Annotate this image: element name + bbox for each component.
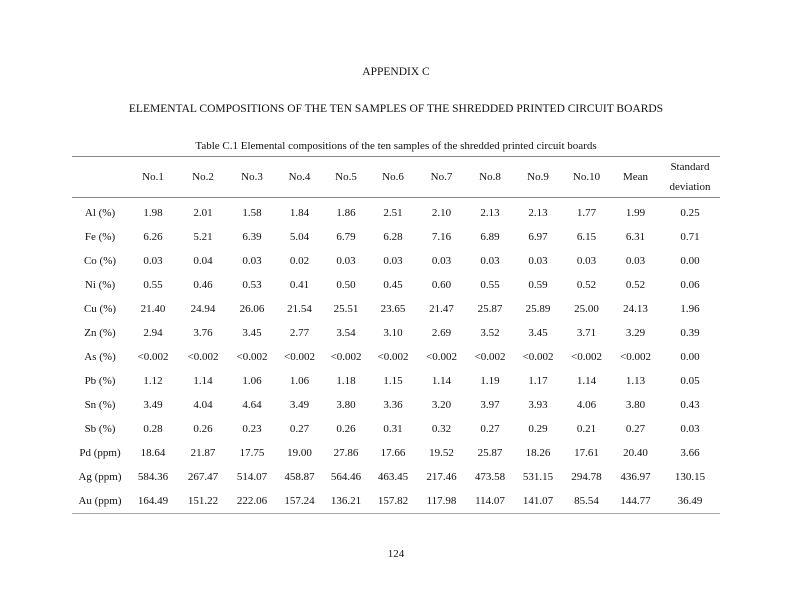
table-cell: 0.21	[576, 423, 597, 435]
table-cell: 1.77	[576, 207, 597, 219]
table-cell: 141.07	[522, 495, 554, 507]
table-cell: 564.46	[330, 471, 362, 483]
row-label: As (%)	[84, 351, 116, 363]
table-cell: 584.36	[137, 471, 169, 483]
table-cell: 0.03	[528, 255, 548, 267]
table-cell: 2.13	[528, 207, 548, 219]
table-cell: 0.52	[625, 279, 646, 291]
table-cell: 3.66	[680, 447, 700, 459]
table-row	[72, 198, 720, 226]
table-cell: 1.14	[431, 375, 452, 387]
table-cell: 1.17	[528, 375, 548, 387]
table-cell: <0.002	[474, 351, 506, 363]
table-row	[72, 297, 720, 321]
table-cell: 4.06	[576, 399, 597, 411]
table-cell: 3.80	[625, 399, 646, 411]
table-cell: 0.03	[143, 255, 163, 267]
table-cell: <0.002	[426, 351, 457, 363]
header-empty	[72, 157, 128, 198]
row-label: Cu (%)	[83, 303, 117, 315]
table-cell: <0.002	[236, 351, 268, 363]
table-cell: 21.47	[429, 303, 454, 315]
table-cell: 85.54	[574, 495, 599, 507]
table-cell: 157.24	[284, 495, 315, 507]
row-label: Zn (%)	[84, 327, 116, 339]
table-cell: 25.51	[333, 303, 359, 315]
table-cell: 3.20	[431, 399, 452, 411]
table-cell: 130.15	[674, 471, 706, 483]
section-heading: ELEMENTAL COMPOSITIONS OF THE TEN SAMPLES OF THE SHREDDED PRINTED CIRCUIT BOARDS	[128, 103, 664, 115]
table-cell: 164.49	[137, 495, 169, 507]
table-cell: 26.06	[239, 303, 265, 315]
table-row	[72, 249, 720, 273]
table-cell: 3.10	[383, 327, 403, 339]
table-cell: 3.29	[625, 327, 646, 339]
elemental-composition-table	[72, 156, 720, 514]
table-cell: 24.13	[623, 303, 648, 315]
table-cell: 294.78	[571, 471, 602, 483]
table-cell: 21.87	[190, 447, 216, 459]
table-cell: 4.64	[242, 399, 262, 411]
table-cell: 2.69	[431, 327, 452, 339]
table-cell: 17.75	[239, 447, 265, 459]
table-cell: <0.002	[377, 351, 409, 363]
column-header: No.1	[142, 171, 164, 183]
table-cell: 0.39	[680, 327, 700, 339]
column-header: No.2	[192, 171, 214, 183]
table-cell: 25.89	[525, 303, 551, 315]
table-cell: 0.26	[193, 423, 213, 435]
table-cell: 25.87	[477, 303, 503, 315]
table-cell: 6.39	[242, 231, 262, 243]
table-cell: 0.55	[143, 279, 163, 291]
table-cell: 4.04	[193, 399, 213, 411]
table-cell: <0.002	[187, 351, 219, 363]
row-label: Sn (%)	[84, 399, 116, 411]
table-cell: 0.41	[289, 279, 310, 291]
table-cell: 3.49	[289, 399, 310, 411]
table-cell: 5.04	[289, 231, 310, 243]
table-cell: 531.15	[522, 471, 554, 483]
table-cell: 25.87	[477, 447, 503, 459]
table-cell: 27.86	[333, 447, 359, 459]
table-cell: 0.00	[680, 255, 700, 267]
column-header: No.3	[241, 171, 263, 183]
table-cell: 1.98	[143, 207, 163, 219]
table-cell: 1.86	[336, 207, 356, 219]
table-cell: 17.61	[574, 447, 599, 459]
row-label: Co (%)	[83, 255, 117, 267]
table-cell: 0.28	[143, 423, 163, 435]
table-cell: 19.52	[429, 447, 454, 459]
table-cell: 0.05	[680, 375, 700, 387]
table-cell: 6.89	[480, 231, 500, 243]
table-cell: 1.13	[625, 375, 646, 387]
table-cell: 267.47	[187, 471, 219, 483]
column-header: No.5	[335, 171, 357, 183]
table-cell: 6.15	[576, 231, 597, 243]
table-header-row	[72, 157, 720, 198]
table-cell: 0.03	[336, 255, 356, 267]
table-cell: 0.32	[431, 423, 452, 435]
table-cell: 514.07	[236, 471, 268, 483]
row-label: Pb (%)	[84, 375, 116, 387]
table-cell: 0.03	[625, 255, 646, 267]
table-cell: 136.21	[330, 495, 362, 507]
table-cell: 3.93	[528, 399, 548, 411]
table-cell: 1.18	[336, 375, 356, 387]
table-row	[72, 369, 720, 393]
table-cell: 2.10	[431, 207, 452, 219]
page-number: 124	[387, 548, 405, 560]
table-cell: 1.06	[289, 375, 310, 387]
table-cell: 24.94	[190, 303, 216, 315]
table-cell: 0.02	[289, 255, 310, 267]
table-cell: 2.94	[143, 327, 163, 339]
table-cell: 1.15	[383, 375, 403, 387]
table-cell: 2.51	[383, 207, 403, 219]
table-cell: <0.002	[571, 351, 602, 363]
table-cell: 1.12	[143, 375, 163, 387]
table-cell: 0.60	[431, 279, 452, 291]
table-cell: 144.77	[620, 495, 651, 507]
table-row	[72, 393, 720, 417]
table-row	[72, 441, 720, 465]
row-label: Sb (%)	[84, 423, 116, 435]
table-cell: 473.58	[474, 471, 506, 483]
table-cell: 0.06	[680, 279, 700, 291]
table-cell: 1.14	[193, 375, 213, 387]
table-cell: 1.58	[242, 207, 262, 219]
column-header: No.4	[288, 171, 311, 183]
table-cell: 1.96	[680, 303, 700, 315]
table-cell: 7.16	[431, 231, 452, 243]
table-cell: 0.53	[242, 279, 262, 291]
table-cell: 3.49	[143, 399, 163, 411]
table-cell: 114.07	[475, 495, 505, 507]
table-cell: 0.03	[242, 255, 262, 267]
table-cell: 2.77	[289, 327, 310, 339]
table-cell: 6.97	[528, 231, 548, 243]
table-cell: 2.13	[480, 207, 500, 219]
table-cell: <0.002	[522, 351, 554, 363]
table-cell: 0.03	[680, 423, 700, 435]
table-cell: 3.71	[576, 327, 597, 339]
table-row	[72, 345, 720, 369]
table-cell: 0.04	[193, 255, 213, 267]
table-cell: 0.23	[242, 423, 262, 435]
row-label: Au (ppm)	[78, 495, 122, 507]
table-cell: 5.21	[193, 231, 213, 243]
table-cell: 19.00	[287, 447, 312, 459]
table-cell: 23.65	[380, 303, 406, 315]
table-row	[72, 321, 720, 345]
table-cell: 0.46	[193, 279, 213, 291]
table-cell: 3.76	[193, 327, 213, 339]
table-cell: 17.66	[380, 447, 406, 459]
table-cell: 217.46	[426, 471, 457, 483]
table-cell: 151.22	[187, 495, 219, 507]
table-cell: 18.64	[140, 447, 166, 459]
table-cell: 0.26	[336, 423, 356, 435]
table-cell: 0.50	[336, 279, 356, 291]
table-cell: 1.19	[480, 375, 500, 387]
table-cell: 21.54	[287, 303, 312, 315]
table-cell: 0.31	[383, 423, 403, 435]
table-row	[72, 273, 720, 297]
row-label: Pd (ppm)	[79, 447, 121, 459]
table-row	[72, 465, 720, 489]
table-cell: 6.28	[383, 231, 403, 243]
table-cell: 463.45	[377, 471, 409, 483]
table-cell: 3.36	[383, 399, 403, 411]
table-cell: 0.03	[576, 255, 597, 267]
row-label: Fe (%)	[84, 231, 116, 243]
table-cell: 0.03	[383, 255, 403, 267]
table-cell: 0.03	[431, 255, 452, 267]
column-header: No.8	[479, 171, 501, 183]
table-cell: 157.82	[377, 495, 409, 507]
table-cell: 0.55	[480, 279, 500, 291]
table-row	[72, 225, 720, 249]
table-cell: 3.45	[528, 327, 548, 339]
table-cell: 0.52	[576, 279, 597, 291]
table-cell: 18.26	[525, 447, 551, 459]
table-cell: 0.71	[680, 231, 700, 243]
table-cell: 0.27	[289, 423, 310, 435]
table-cell: <0.002	[137, 351, 169, 363]
table-cell: 1.14	[576, 375, 597, 387]
table-cell: <0.002	[284, 351, 315, 363]
table-cell: 222.06	[236, 495, 268, 507]
column-header: No.6	[382, 171, 404, 183]
table-cell: 25.00	[574, 303, 599, 315]
column-header: No.10	[572, 171, 601, 183]
table-cell: 3.52	[480, 327, 500, 339]
table-cell: 2.01	[193, 207, 213, 219]
table-cell: 36.49	[677, 495, 703, 507]
table-row	[72, 489, 720, 514]
table-cell: 1.84	[289, 207, 310, 219]
table-cell: 21.40	[140, 303, 166, 315]
table-cell: 0.27	[480, 423, 500, 435]
table-cell: 458.87	[284, 471, 315, 483]
table-row	[72, 417, 720, 441]
table-cell: 6.31	[625, 231, 646, 243]
table-cell: 20.40	[623, 447, 648, 459]
table-cell: 0.43	[680, 399, 700, 411]
table-cell: 6.26	[143, 231, 163, 243]
table-cell: 3.80	[336, 399, 356, 411]
column-header: No.9	[527, 171, 549, 183]
table-cell: 6.79	[336, 231, 356, 243]
table-cell: 3.45	[242, 327, 262, 339]
column-header: No.7	[430, 171, 453, 183]
row-label: Ni (%)	[84, 279, 116, 291]
table-cell: 0.59	[528, 279, 548, 291]
row-label: Al (%)	[84, 207, 116, 219]
appendix-title: APPENDIX C	[362, 66, 430, 78]
table-cell: <0.002	[330, 351, 362, 363]
table-cell: 0.03	[480, 255, 500, 267]
table-cell: 1.06	[242, 375, 262, 387]
table-cell: 117.98	[426, 495, 457, 507]
table-caption: Table C.1 Elemental compositions of the ten samples of the shredded printed circuit boards	[195, 140, 597, 152]
table-cell: <0.002	[620, 351, 651, 363]
column-header: Mean	[622, 171, 649, 183]
table-cell: 0.00	[680, 351, 700, 363]
table-cell: 3.97	[480, 399, 500, 411]
table-cell: 0.45	[383, 279, 403, 291]
table-cell: 3.54	[336, 327, 356, 339]
column-header: Standard deviation	[669, 161, 711, 193]
table-cell: 1.99	[625, 207, 646, 219]
table-cell: 0.25	[680, 207, 700, 219]
row-label: Ag (ppm)	[78, 471, 122, 483]
table-cell: 0.29	[528, 423, 548, 435]
table-cell: 0.27	[625, 423, 646, 435]
table-cell: 436.97	[620, 471, 651, 483]
